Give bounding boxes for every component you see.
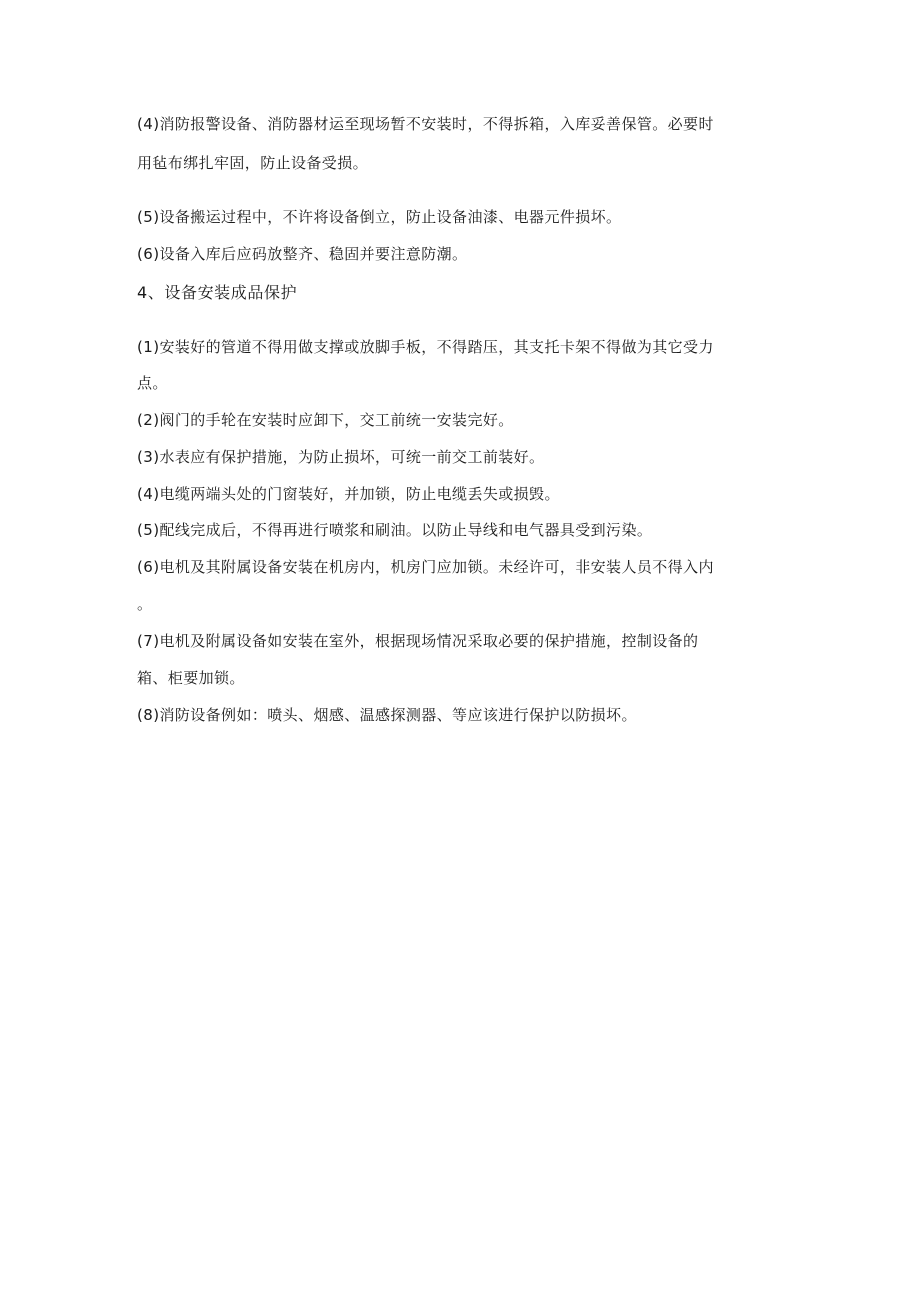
- paragraph-line: (4)消防报警设备、消防器材运至现场暂不安装时，不得拆箱，入库妥善保管。必要时: [137, 115, 714, 133]
- paragraph-line: (2)阀门的手轮在安装时应卸下，交工前统一安装完好。: [137, 411, 514, 429]
- paragraph-line: (6)设备入库后应码放整齐、稳固并要注意防潮。: [137, 245, 468, 263]
- paragraph-line: (3)水表应有保护措施，为防止损坏，可统一前交工前装好。: [137, 448, 545, 466]
- paragraph-line: (8)消防设备例如：喷头、烟感、温感探测器、等应该进行保护以防损坏。: [137, 706, 637, 724]
- paragraph-line: 。: [137, 595, 153, 613]
- paragraph-line: (1)安装好的管道不得用做支撑或放脚手板，不得踏压，其支托卡架不得做为其它受力: [137, 338, 714, 356]
- paragraph-line: 用毡布绑扎牢固，防止设备受损。: [137, 154, 369, 172]
- section-heading: 4、设备安装成品保护: [137, 283, 298, 302]
- paragraph-line: (5)设备搬运过程中，不许将设备倒立，防止设备油漆、电器元件损坏。: [137, 208, 622, 226]
- paragraph-line: (7)电机及附属设备如安装在室外，根据现场情况采取必要的保护措施，控制设备的: [137, 632, 699, 650]
- paragraph-line: (5)配线完成后，不得再进行喷浆和刷油。以防止导线和电气器具受到污染。: [137, 521, 653, 539]
- paragraph-line: (4)电缆两端头处的门窗装好，并加锁，防止电缆丢失或损毁。: [137, 485, 560, 503]
- paragraph-line: 箱、柜要加锁。: [137, 669, 245, 687]
- paragraph-line: (6)电机及其附属设备安装在机房内，机房门应加锁。未经许可，非安装人员不得入内: [137, 558, 714, 576]
- paragraph-line: 点。: [137, 374, 168, 392]
